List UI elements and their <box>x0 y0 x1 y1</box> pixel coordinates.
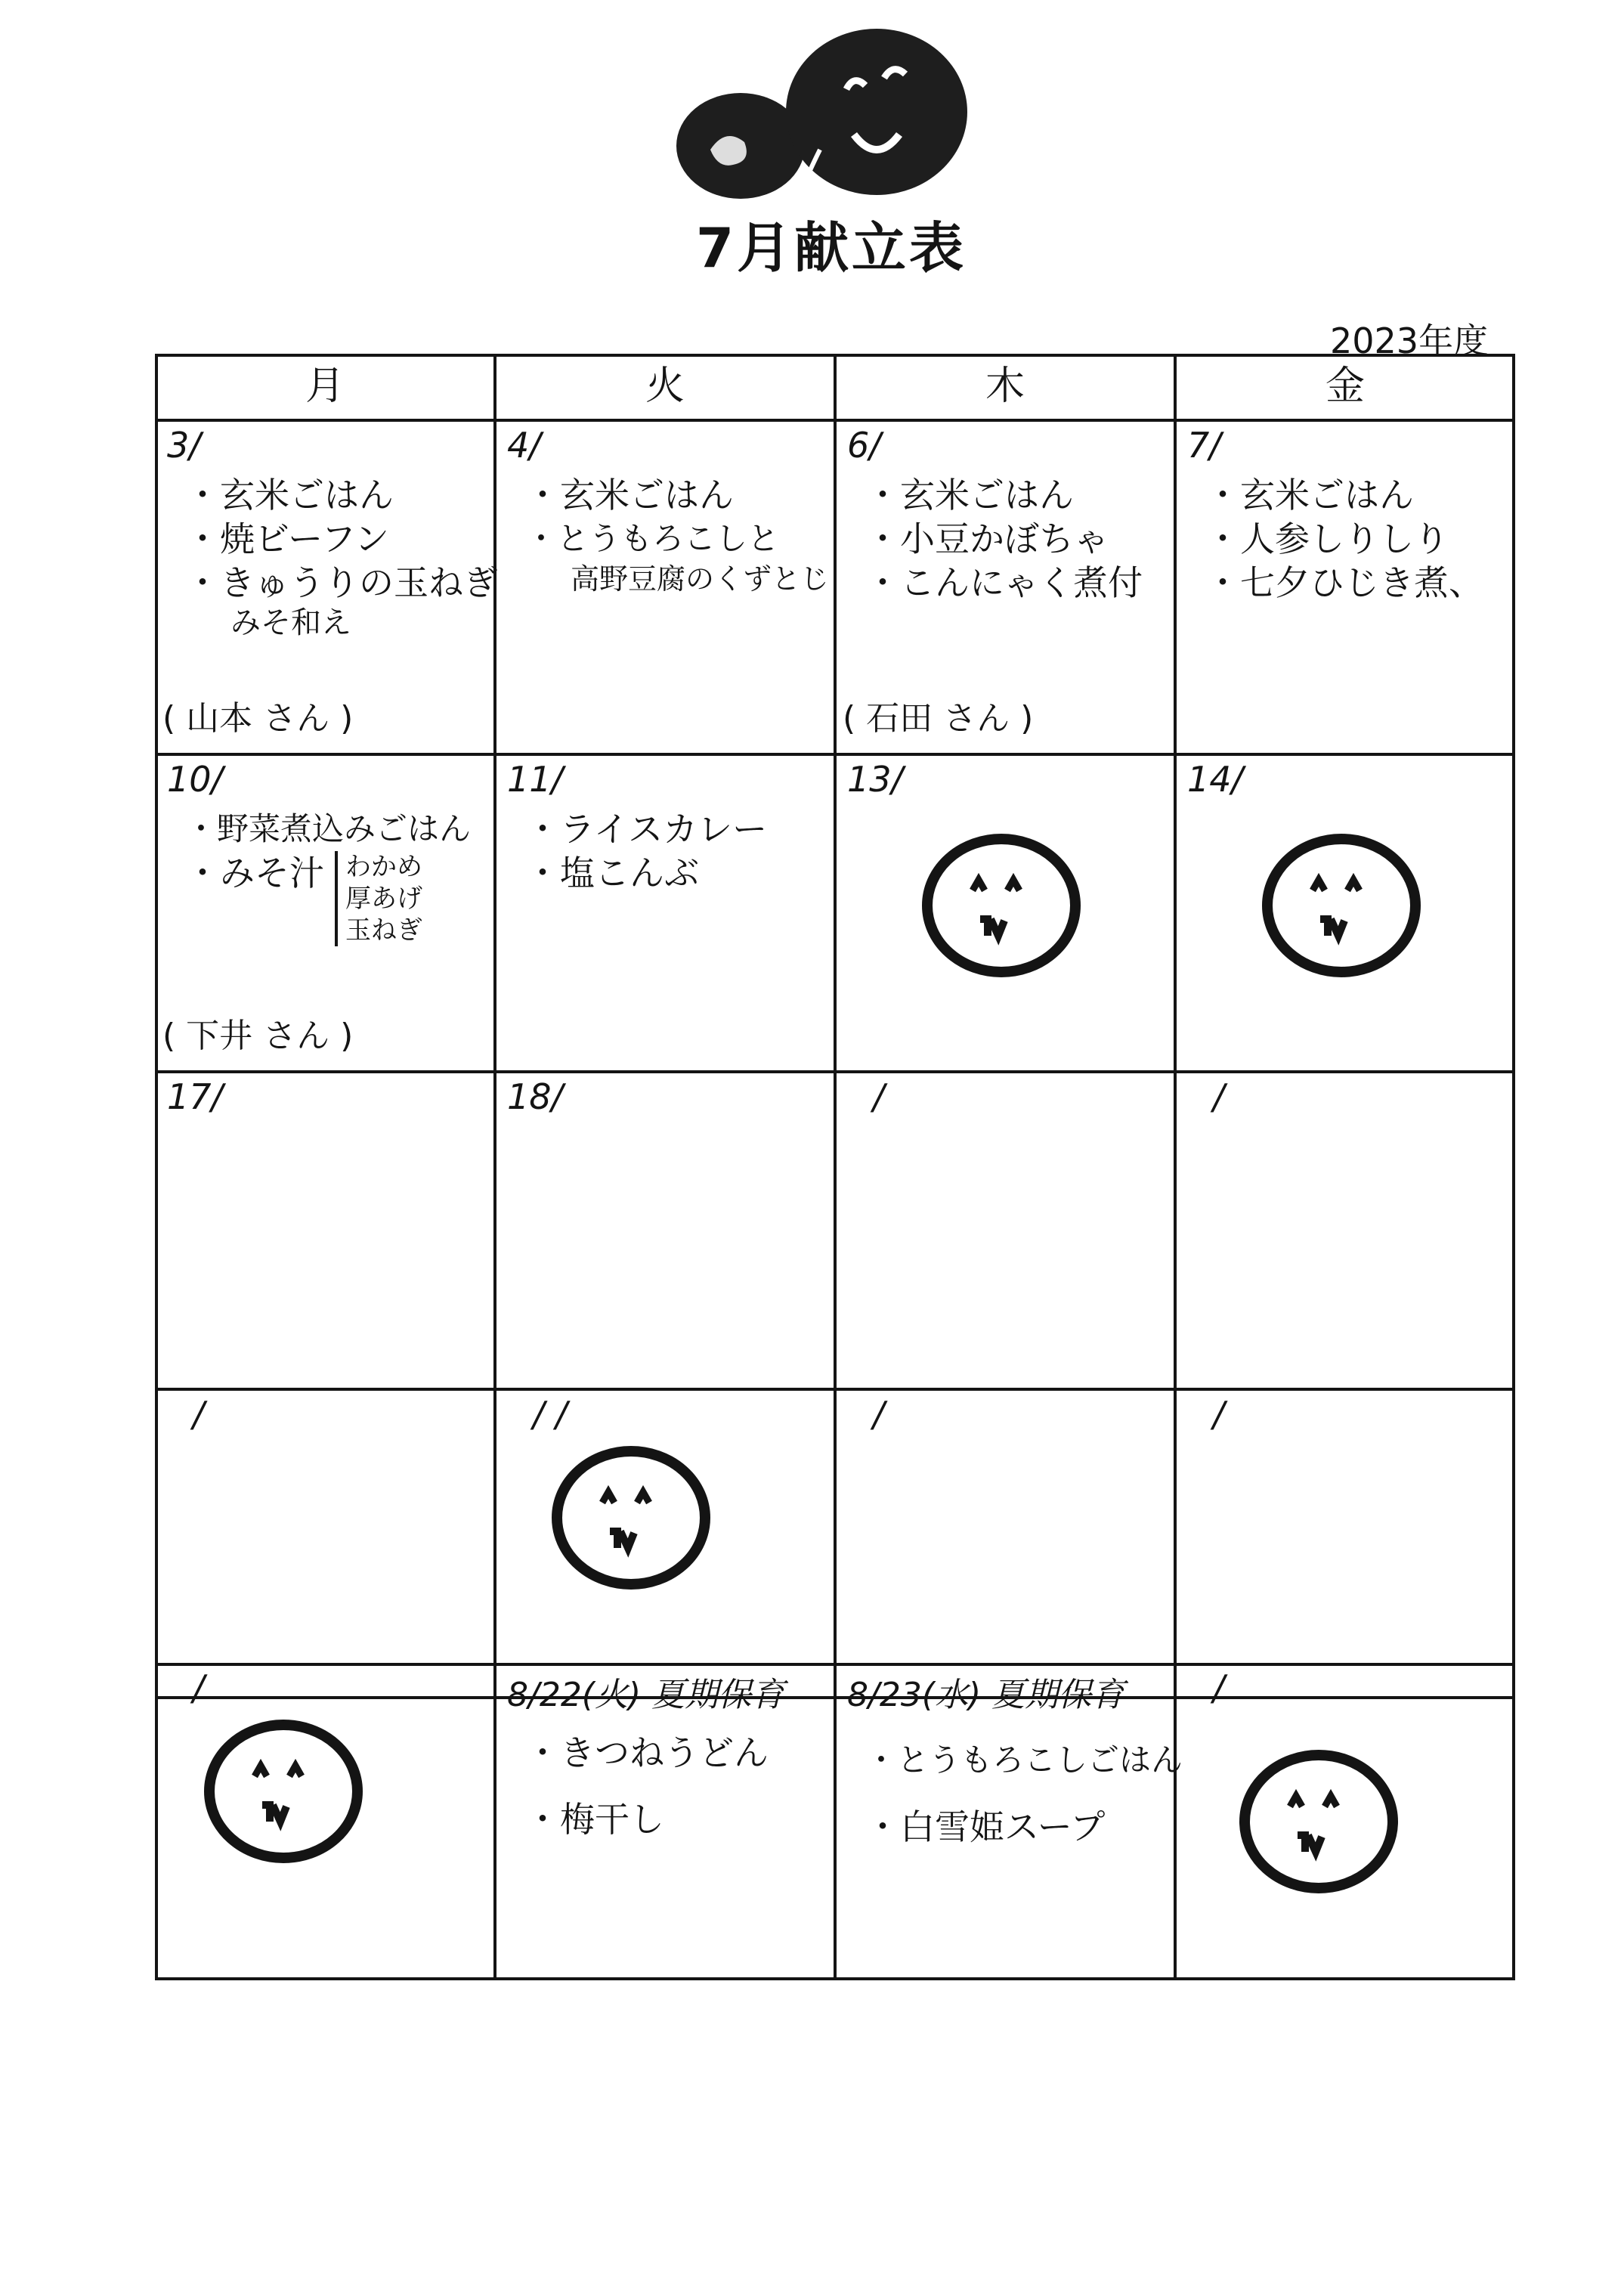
day-cell-blank <box>155 1389 495 1707</box>
day-date: / <box>873 1076 885 1117</box>
menu-list <box>1205 473 1508 605</box>
day-cell-stamp <box>155 1663 495 1980</box>
menu-item: ・玄米ごはん <box>525 475 734 515</box>
day-date: 8/22(火) 夏期保育 <box>507 1676 785 1714</box>
menu-item: ・野菜煮込みごはん <box>185 810 472 847</box>
menu-list <box>185 473 498 641</box>
day-date: 4/ <box>507 425 541 466</box>
cook-credit: ( 下井 さん ) <box>162 1017 354 1055</box>
menu-item: ・とうもろこしごはん <box>865 1741 1183 1779</box>
day-cell-blank <box>835 1389 1175 1707</box>
menu-item-continuation: みそ和え <box>230 605 351 640</box>
day-cell-blank <box>835 1072 1175 1389</box>
day-date: 6/ <box>847 425 881 466</box>
day-cell-18 <box>495 1072 835 1389</box>
soup-ingredients <box>335 851 422 946</box>
ingredient-note: 厚あげ <box>345 884 422 914</box>
day-date: / <box>873 1394 885 1435</box>
day-date: / <box>193 1667 205 1708</box>
smiley-face-stamp-icon <box>1258 830 1424 981</box>
cook-credit: ( 山本 さん ) <box>162 699 354 738</box>
day-date: 10/ <box>167 759 224 800</box>
menu-item: ・玄米ごはん <box>185 475 394 515</box>
menu-item: ・人参しりしり <box>1205 519 1449 559</box>
menu-item: ・ライスカレー <box>525 809 768 850</box>
menu-item: ・きつねうどん <box>525 1732 769 1773</box>
day-date: / <box>1213 1076 1225 1117</box>
menu-item: ・とうもろこしと <box>525 520 780 557</box>
day-cell-7 <box>1175 420 1515 754</box>
menu-item: ・焼ビーフン <box>185 519 390 559</box>
smiley-face-stamp-icon <box>918 830 1084 981</box>
day-date: 8/23(水) 夏期保育 <box>847 1676 1125 1714</box>
day-date: 18/ <box>507 1076 564 1117</box>
menu-calendar <box>155 354 1515 1699</box>
day-date: 3/ <box>167 425 201 466</box>
menu-item-continuation: 高野豆腐のくずとじ <box>571 562 830 596</box>
day-cell-14 <box>1175 754 1515 1072</box>
day-cell-8-23 <box>835 1663 1183 1980</box>
menu-item: ・きゅうりの玉ねぎ <box>185 562 498 603</box>
weekday-header-thu: 木 <box>985 364 1025 409</box>
menu-list <box>525 807 827 895</box>
day-date: / <box>1213 1394 1225 1435</box>
cook-credit: ( 石田 さん ) <box>843 699 1034 738</box>
day-cell-17 <box>155 1072 495 1389</box>
weekday-header-fri: 金 <box>1325 364 1365 409</box>
menu-list <box>865 473 1168 605</box>
smiley-face-stamp-icon <box>200 1716 367 1867</box>
day-cell-13 <box>835 754 1175 1072</box>
day-cell-11 <box>495 754 835 1072</box>
day-cell-6 <box>835 420 1175 754</box>
page-title: 7月献立表 <box>695 216 967 280</box>
day-date: 17/ <box>167 1076 224 1117</box>
menu-item: ・玄米ごはん <box>865 475 1074 515</box>
day-cell-10 <box>155 754 495 1072</box>
day-date: 7/ <box>1187 425 1221 466</box>
menu-list <box>525 1731 827 1841</box>
day-cell-blank <box>1175 1072 1515 1389</box>
soup-with-notes <box>185 851 487 946</box>
weekday-header-tue: 火 <box>645 364 685 409</box>
menu-item: ・小豆かぼちゃ <box>865 519 1109 559</box>
menu-item: ・梅干し <box>525 1799 664 1840</box>
ingredient-note: 玉ねぎ <box>345 915 422 946</box>
fiscal-year-label: 2023年度 <box>1330 320 1489 361</box>
smiley-face-stamp-icon <box>1236 1746 1402 1897</box>
menu-list <box>185 807 487 946</box>
menu-item: ・こんにゃく煮付 <box>865 562 1143 603</box>
menu-item: ・玄米ごはん <box>1205 475 1414 515</box>
menu-item: ・白雪姫スープ <box>865 1806 1106 1847</box>
day-cell-3 <box>155 420 498 754</box>
menu-item: ・みそ汁 <box>185 853 324 893</box>
day-date: / <box>193 1394 205 1435</box>
ingredient-note: わかめ <box>345 852 422 882</box>
day-date: 13/ <box>847 759 904 800</box>
day-date: / <box>1213 1667 1225 1708</box>
day-cell-stamp <box>1175 1663 1515 1980</box>
menu-list <box>525 473 830 597</box>
day-cell-blank <box>1175 1389 1515 1707</box>
menu-list <box>865 1738 1183 1849</box>
day-date: / / <box>533 1394 568 1435</box>
day-date: 14/ <box>1187 759 1244 800</box>
day-cell-4 <box>495 420 835 754</box>
day-cell-8-22 <box>495 1663 835 1980</box>
menu-item: ・七夕ひじき煮、 <box>1205 562 1483 603</box>
menu-item: ・塩こんぶ <box>525 853 699 893</box>
smiley-face-stamp-icon <box>548 1442 714 1593</box>
menu-calendar-last-row <box>155 1663 1515 1980</box>
day-date: 11/ <box>507 759 564 800</box>
header-stamp-illustration <box>657 21 982 210</box>
day-cell-stamp <box>495 1389 835 1707</box>
weekday-header-mon: 月 <box>305 364 345 409</box>
